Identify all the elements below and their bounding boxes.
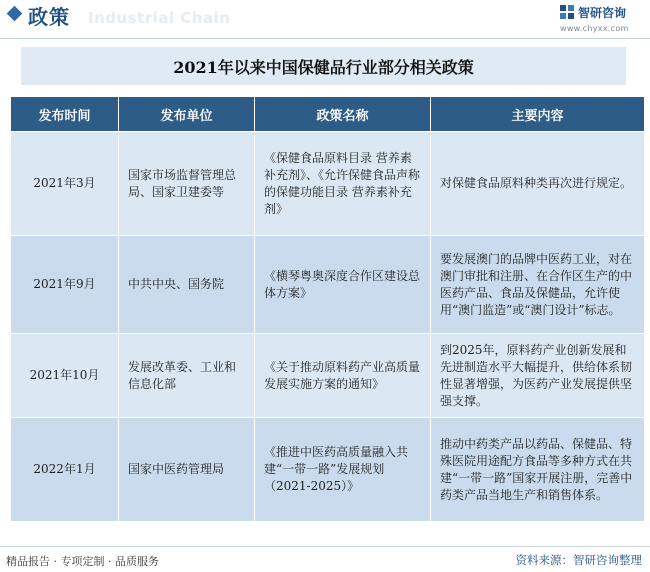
cell-date: 2021年3月 xyxy=(11,132,119,236)
table-row xyxy=(11,418,645,522)
policy-table xyxy=(10,96,645,522)
brand-logo xyxy=(560,4,640,36)
header-divider xyxy=(0,38,650,39)
cell-date: 2022年1月 xyxy=(11,418,119,522)
cell-policy: 《横琴粤奥深度合作区建设总体方案》 xyxy=(255,236,431,334)
table-row xyxy=(11,334,645,418)
diamond-icon xyxy=(7,6,23,22)
brand-logo-icon xyxy=(560,5,574,19)
cell-content: 对保健食品原料种类再次进行规定。 xyxy=(431,132,645,236)
cell-date: 2021年10月 xyxy=(11,334,119,418)
cell-policy: 《保健食品原料目录 营养素补充剂》、《允许保健食品声称的保健功能目录 营养素补充剂》 xyxy=(255,132,431,236)
header-watermark-text: Industrial Chain xyxy=(88,9,231,27)
cell-issuer: 国家中医药管理局 xyxy=(119,418,255,522)
cell-policy: 《推进中医药高质量融入共建“一带一路”发展规划（2021-2025）》 xyxy=(255,418,431,522)
page-header xyxy=(0,0,650,36)
table-row xyxy=(11,132,645,236)
table-title-box xyxy=(21,47,626,85)
section-title: 政策 xyxy=(28,5,70,29)
cell-policy: 《关于推动原料药产业高质量发展实施方案的通知》 xyxy=(255,334,431,418)
column-header-content: 主要内容 xyxy=(431,97,645,132)
cell-issuer: 中共中央、国务院 xyxy=(119,236,255,334)
brand-name: 智研咨询 xyxy=(578,6,627,20)
table-row xyxy=(11,236,645,334)
column-header-date: 发布时间 xyxy=(11,97,119,132)
cell-date: 2021年9月 xyxy=(11,236,119,334)
cell-content: 到2025年，原料药产业创新发展和先进制造水平大幅提升，供给体系韧性显著增强，为医药产业发展提供坚强支撑。 xyxy=(431,334,645,418)
column-header-issuer: 发布单位 xyxy=(119,97,255,132)
column-header-policy: 政策名称 xyxy=(255,97,431,132)
table-header-row xyxy=(11,97,645,132)
footer-source: 资料来源：智研咨询整理 xyxy=(515,553,642,567)
cell-issuer: 发展改革委、工业和信息化部 xyxy=(119,334,255,418)
cell-content: 要发展澳门的品牌中医药工业，对在澳门审批和注册、在合作区生产的中医药产品、食品及保健品，允许使用“澳门监造”或“澳门设计”标志。 xyxy=(431,236,645,334)
footer-divider xyxy=(0,546,650,547)
cell-issuer: 国家市场监督管理总局、国家卫建委等 xyxy=(119,132,255,236)
brand-url: www.chyxx.com xyxy=(560,24,629,33)
table-title: 2021年以来中国保健品行业部分相关政策 xyxy=(173,57,474,77)
footer-slogan: 精品报告 · 专项定制 · 品质服务 xyxy=(6,555,159,568)
cell-content: 推动中药类产品以药品、保健品、特殊医院用途配方食品等多种方式在共建“一带一路”国家开展注册，完善中药类产品当地生产和销售体系。 xyxy=(431,418,645,522)
